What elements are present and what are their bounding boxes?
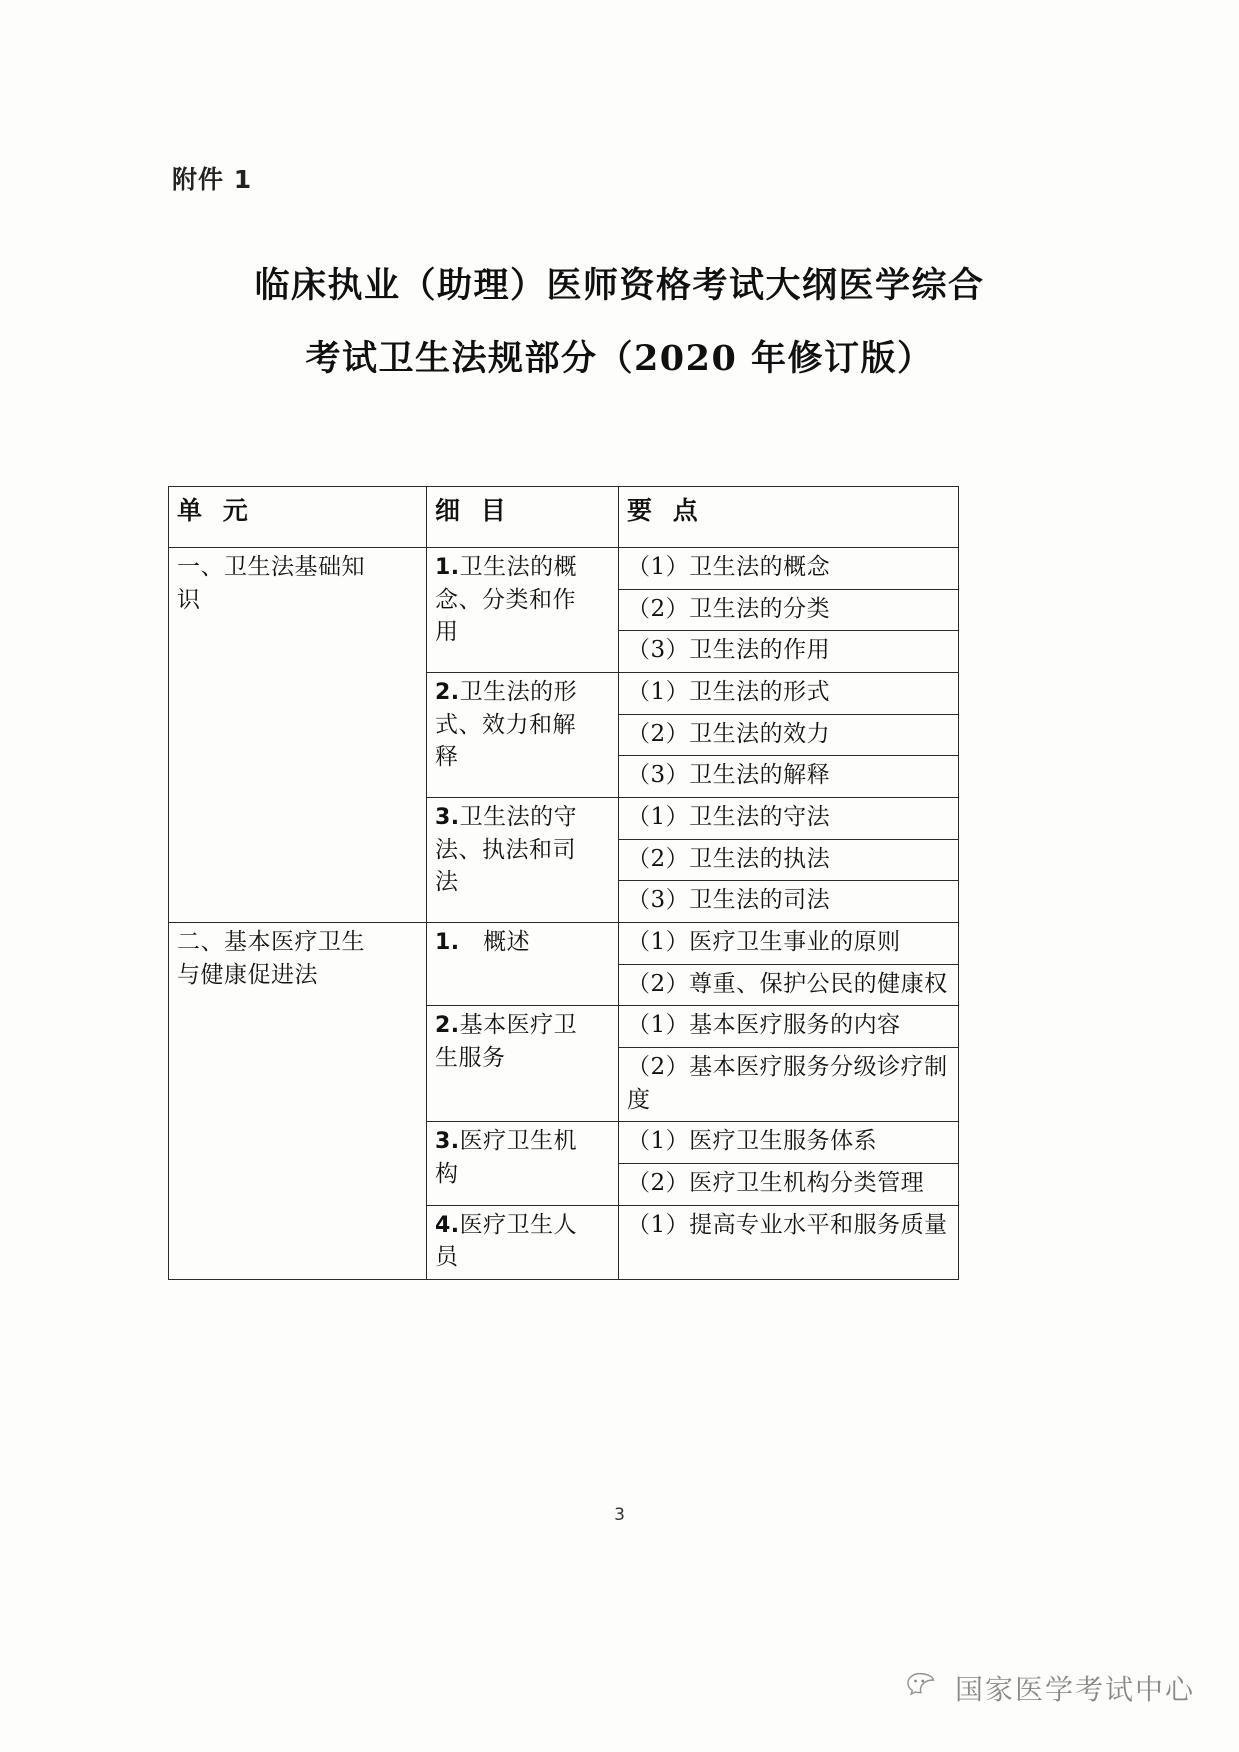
detail-number: 1. [435, 555, 460, 580]
column-header-unit: 单 元 [169, 487, 427, 548]
point-cell [619, 797, 959, 839]
detail-text-line-2: 员 [435, 1244, 459, 1271]
detail-text-line-3: 释 [435, 744, 459, 771]
point-cell [619, 1047, 959, 1121]
point-cell [619, 714, 959, 756]
point-number: （1） [627, 554, 690, 580]
point-number: （2） [627, 970, 690, 997]
detail-cell [427, 797, 619, 922]
point-cell [619, 1163, 959, 1205]
point-text: 卫生法的分类 [689, 595, 831, 622]
column-header-point: 要 点 [619, 487, 959, 548]
watermark-label: 国家医学考试中心 [955, 1673, 1196, 1706]
detail-text-line-2: 念、分类和作 [435, 586, 576, 613]
point-cell [619, 672, 959, 714]
table-header-row [169, 487, 959, 548]
detail-number: 1. [435, 929, 460, 955]
point-number: （2） [627, 720, 690, 747]
point-number: （1） [627, 803, 690, 830]
table-row [169, 922, 959, 964]
point-text: 卫生法的守法 [689, 803, 831, 830]
point-number: （3） [627, 637, 690, 664]
detail-line-1 [435, 551, 610, 584]
point-text: 卫生法的效力 [689, 720, 831, 747]
detail-text-line-1: 医疗卫生人 [459, 1211, 578, 1238]
detail-text-line-2: 构 [435, 1160, 459, 1187]
detail-text-line-2: 法、执法和司 [435, 836, 576, 863]
detail-text-line-1: 卫生法的形 [459, 678, 578, 705]
point-text: 基本医疗服务的内容 [689, 1012, 901, 1039]
unit-name-line-2: 识 [177, 586, 201, 613]
point-number: （1） [627, 1128, 690, 1155]
detail-cell [427, 1122, 619, 1205]
syllabus-table [168, 486, 959, 1280]
unit-cell [169, 922, 427, 1279]
point-cell [619, 548, 959, 590]
column-header-detail: 细 目 [427, 487, 619, 548]
detail-cell [427, 1205, 619, 1279]
detail-cell [427, 922, 619, 1005]
point-text: 卫生法的作用 [689, 637, 831, 664]
detail-text-line-1: 卫生法的守 [459, 803, 578, 830]
point-cell [619, 839, 959, 881]
point-text: 基本医疗服务分级诊疗制度 [627, 1053, 948, 1113]
point-text: 医疗卫生服务体系 [689, 1128, 878, 1155]
page-title [0, 265, 1239, 379]
point-text: 尊重、保护公民的健康权 [689, 970, 948, 997]
detail-text-line-1: 概述 [459, 928, 531, 955]
detail-number: 3. [435, 804, 460, 830]
detail-line-1 [435, 1209, 610, 1242]
detail-text-line-1: 基本医疗卫 [459, 1012, 578, 1039]
detail-cell [427, 672, 619, 797]
point-number: （3） [627, 762, 690, 789]
page-number: 3 [614, 1505, 625, 1525]
detail-number: 3. [435, 1129, 460, 1155]
point-number: （2） [627, 1169, 690, 1196]
unit-name-line-1: 一、卫生法基础知 [177, 554, 365, 580]
point-cell [619, 922, 959, 964]
watermark [905, 1668, 1195, 1708]
point-number: （1） [627, 928, 690, 955]
wechat-icon [905, 1670, 945, 1706]
point-cell [619, 1006, 959, 1048]
detail-number: 4. [435, 1212, 460, 1238]
attachment-label: 附件 1 [172, 165, 253, 194]
detail-text-line-2: 生服务 [435, 1044, 506, 1071]
unit-name-line-2: 与健康促进法 [177, 961, 318, 988]
point-number: （2） [627, 1053, 690, 1080]
point-cell [619, 589, 959, 631]
detail-line-1 [435, 1125, 610, 1158]
detail-line-1 [435, 1009, 610, 1042]
point-number: （1） [627, 678, 690, 705]
point-number: （2） [627, 595, 690, 622]
point-text: 提高专业水平和服务质量 [689, 1211, 948, 1238]
page-title-line-1: 临床执业（助理）医师资格考试大纲医学综合 [254, 265, 985, 306]
point-text: 卫生法的解释 [689, 762, 831, 789]
point-number: （2） [627, 845, 690, 872]
detail-line-1 [435, 801, 610, 834]
point-text: 医疗卫生事业的原则 [689, 928, 901, 955]
detail-text-line-3: 法 [435, 869, 459, 896]
point-text: 卫生法的概念 [689, 554, 831, 580]
detail-text-line-1: 医疗卫生机 [459, 1128, 578, 1155]
point-cell [619, 1122, 959, 1164]
point-cell [619, 881, 959, 923]
detail-text-line-2: 式、效力和解 [435, 711, 576, 738]
table-body [169, 548, 959, 1280]
detail-line-1 [435, 676, 610, 709]
unit-name-line-1: 二、基本医疗卫生 [177, 928, 365, 955]
point-text: 卫生法的形式 [689, 678, 831, 705]
point-cell [619, 1205, 959, 1279]
point-number: （3） [627, 887, 690, 914]
point-cell [619, 756, 959, 798]
detail-line-1 [435, 926, 610, 959]
detail-text-line-3: 用 [435, 619, 459, 646]
detail-number: 2. [435, 1013, 460, 1039]
table-header [169, 487, 959, 548]
detail-text-line-1: 卫生法的概 [459, 554, 578, 580]
detail-cell [427, 548, 619, 673]
table-row [169, 548, 959, 590]
point-cell [619, 964, 959, 1006]
page-title-line-2: 考试卫生法规部分（2020 年修订版） [305, 338, 934, 379]
point-text: 卫生法的司法 [689, 887, 831, 914]
detail-number: 2. [435, 679, 460, 705]
point-text: 卫生法的执法 [689, 845, 831, 872]
detail-cell [427, 1006, 619, 1122]
point-number: （1） [627, 1211, 690, 1238]
point-text: 医疗卫生机构分类管理 [689, 1169, 925, 1196]
unit-cell [169, 548, 427, 923]
point-cell [619, 631, 959, 673]
point-number: （1） [627, 1012, 690, 1039]
